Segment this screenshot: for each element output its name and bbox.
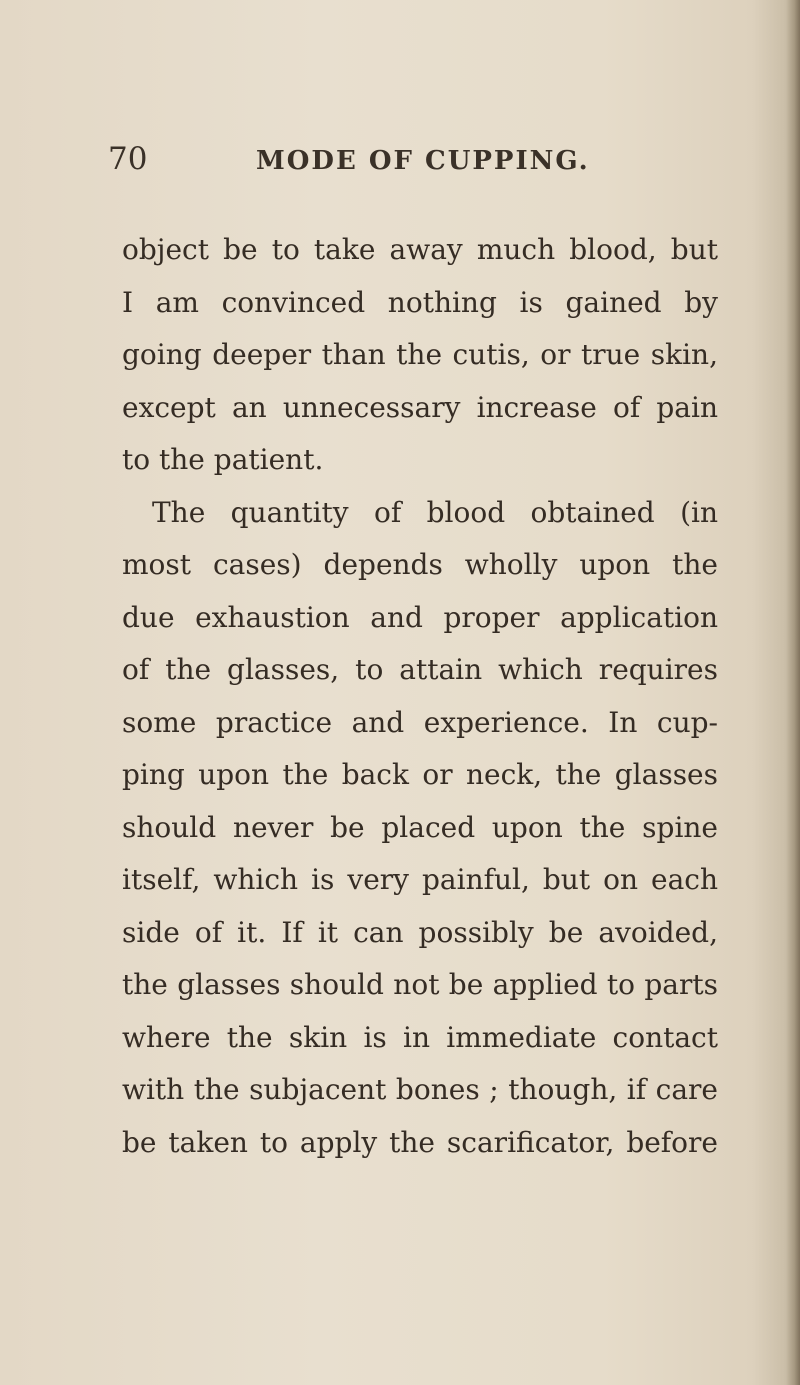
text-line: due exhaustion and proper application xyxy=(122,600,718,634)
text-line: should never be placed upon the spine xyxy=(122,810,718,844)
running-head xyxy=(108,142,708,182)
text-line: some practice and experience. In cup- xyxy=(122,705,718,739)
text-line: to the patient. xyxy=(122,443,324,476)
text-line: be taken to apply the scarificator, before xyxy=(122,1125,718,1159)
text-line: with the subjacent bones ; though, if care xyxy=(122,1073,718,1106)
text-line: object be to take away much blood, but xyxy=(122,233,718,266)
text-line: ping upon the back or neck, the glasses xyxy=(122,758,718,791)
text-line: going deeper than the cutis, or true skin, xyxy=(122,338,718,371)
text-line: I am convinced nothing is gained by xyxy=(122,285,718,319)
text-line: of the glasses, to attain which requires xyxy=(122,653,718,686)
running-head-title: MODE OF CUPPING. xyxy=(256,146,590,176)
paragraph-start-line: The quantity of blood obtained (in xyxy=(152,495,718,529)
text-line: except an unnecessary increase of pain xyxy=(122,390,718,424)
text-line: where the skin is in immediate contact xyxy=(122,1020,718,1054)
text-line: side of it. If it can possibly be avoided, xyxy=(122,915,718,949)
text-line: most cases) depends wholly upon the xyxy=(122,548,718,581)
body-text xyxy=(122,224,718,1169)
text-line: itself, which is very painful, but on each xyxy=(122,863,718,896)
page-number: 70 xyxy=(108,141,148,177)
text-line: the glasses should not be applied to parts xyxy=(122,968,718,1001)
page-edge-shadow xyxy=(786,0,800,1385)
